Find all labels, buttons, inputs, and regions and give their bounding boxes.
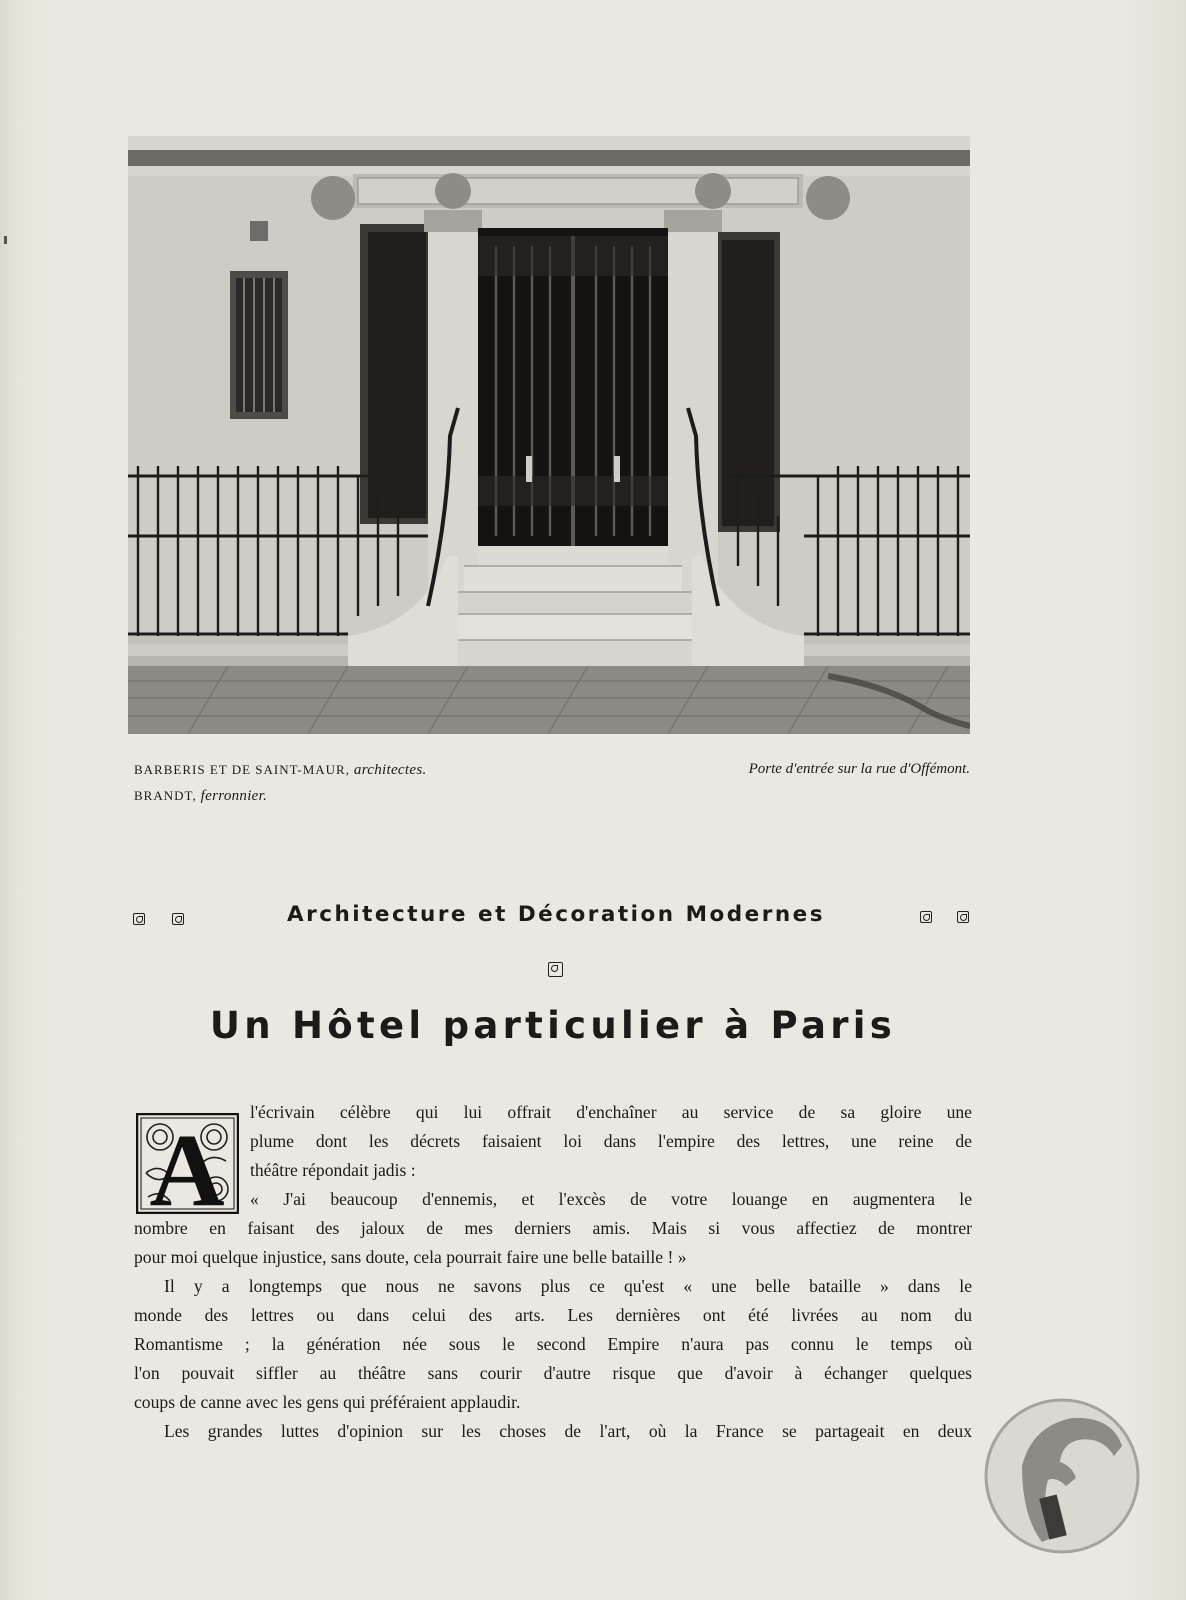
doorway-photo <box>128 136 970 734</box>
leaf-ornament-icon <box>957 911 969 923</box>
body-line: théâtre répondait jadis : <box>250 1160 416 1180</box>
library-stamp <box>982 1396 1142 1556</box>
body-line: pour moi quelque injustice, sans doute, cela pourrait faire une belle bataille ! » <box>134 1247 687 1267</box>
leaf-ornament-icon <box>920 911 932 923</box>
credit-architects-role: architectes. <box>353 762 427 778</box>
gutter-mark <box>4 236 7 244</box>
body-line: coups de canne avec les gens qui préféraient applaudir. <box>134 1392 521 1412</box>
hand-stamp-icon <box>982 1396 1142 1556</box>
body-line: monde des lettres ou dans celui des arts. Les dernières ont été livrées au nom du <box>134 1305 972 1325</box>
credit-ironworker-name: BRANDT, <box>134 788 197 803</box>
body-line: Les grandes luttes d'opinion sur les choses de l'art, où la France se partageait en deux <box>164 1421 972 1441</box>
article-body <box>134 1098 972 1446</box>
doorway-photo-icon <box>128 136 970 734</box>
body-line: l'écrivain célèbre qui lui offrait d'enchaîner au service de sa gloire une <box>250 1102 972 1122</box>
photo-credits <box>134 757 427 809</box>
body-line: plume dont les décrets faisaient loi dans l'empire des lettres, une reine de <box>250 1131 972 1151</box>
leaf-ornament-icon <box>548 962 563 977</box>
leaf-ornament-icon <box>133 913 145 925</box>
article-title: Un Hôtel particulier à Paris <box>209 1004 897 1047</box>
photo-title: Porte d'entrée sur la rue d'Offémont. <box>748 761 970 777</box>
credit-architects-name: BARBERIS ET DE SAINT-MAUR, <box>134 762 350 777</box>
body-line: nombre en faisant des jaloux de mes derniers amis. Mais si vous affectiez de montrer <box>134 1218 972 1238</box>
body-line: Il y a longtemps que nous ne savons plus ce qu'est « une belle bataille » dans le <box>164 1276 972 1296</box>
dropcap-letter: A <box>149 1113 225 1214</box>
section-heading: Architecture et Décoration Modernes <box>286 902 826 927</box>
leaf-ornament-icon <box>172 913 184 925</box>
body-line: « J'ai beaucoup d'ennemis, et l'excès de votre louange en augmentera le <box>250 1189 972 1209</box>
credit-ironworker-role: ferronnier. <box>200 788 268 804</box>
body-line: l'on pouvait siffler au théâtre sans courir d'autre risque que d'avoir à échanger quelques <box>134 1363 972 1383</box>
body-line: Romantisme ; la génération née sous le second Empire n'aura pas connu le temps où <box>134 1334 972 1354</box>
